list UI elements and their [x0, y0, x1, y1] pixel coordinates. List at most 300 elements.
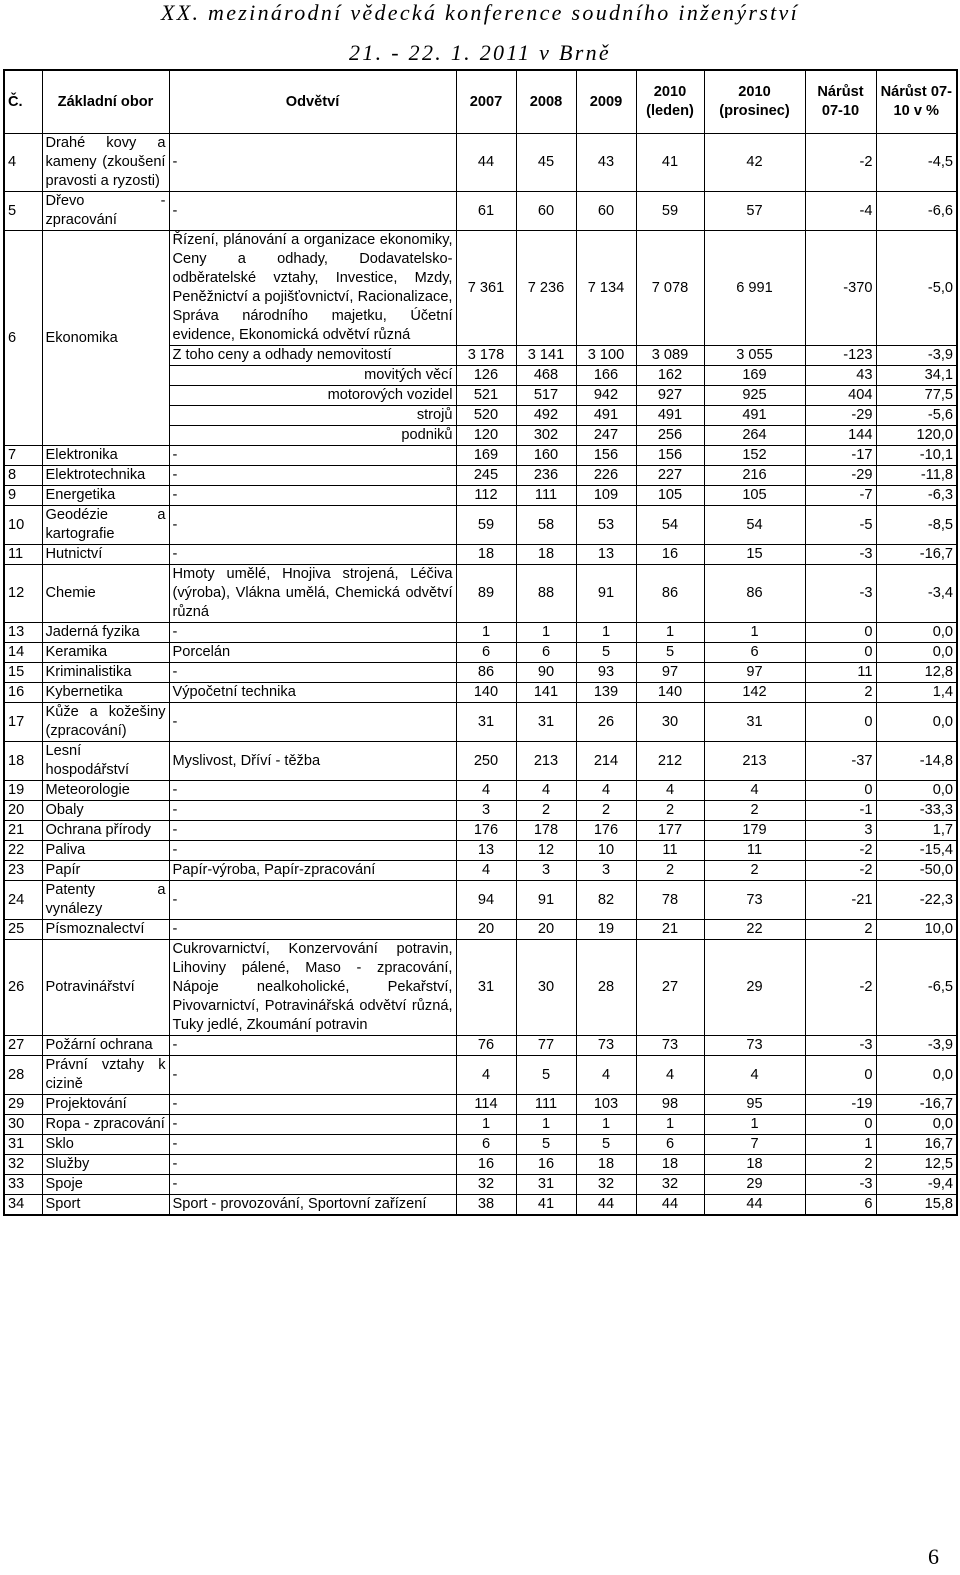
- field-name: Patenty a vynálezy: [42, 881, 169, 920]
- value-cell: 177: [636, 821, 704, 841]
- value-cell: 103: [576, 1095, 636, 1115]
- field-name: Kybernetika: [42, 683, 169, 703]
- row-number: 29: [4, 1095, 42, 1115]
- value-cell: 520: [456, 406, 516, 426]
- column-header: Č.: [4, 70, 42, 134]
- value-cell: -16,7: [876, 1095, 957, 1115]
- value-cell: 57: [704, 192, 805, 231]
- value-cell: -4,5: [876, 134, 957, 192]
- table-row: [4, 683, 957, 703]
- value-cell: 0,0: [876, 643, 957, 663]
- value-cell: 12: [516, 841, 576, 861]
- value-cell: 1: [704, 623, 805, 643]
- value-cell: 7 361: [456, 231, 516, 346]
- value-cell: 7 078: [636, 231, 704, 346]
- field-name: Ochrana přírody: [42, 821, 169, 841]
- sector-name: -: [169, 134, 456, 192]
- table-row: [4, 1036, 957, 1056]
- value-cell: 140: [456, 683, 516, 703]
- value-cell: -15,4: [876, 841, 957, 861]
- value-cell: 942: [576, 386, 636, 406]
- value-cell: 54: [636, 506, 704, 545]
- value-cell: 152: [704, 446, 805, 466]
- table-row: [4, 1155, 957, 1175]
- row-number: 22: [4, 841, 42, 861]
- table-row: [4, 920, 957, 940]
- value-cell: 2: [704, 861, 805, 881]
- value-cell: 216: [704, 466, 805, 486]
- value-cell: 213: [704, 742, 805, 781]
- table-row: [4, 192, 957, 231]
- field-name: Papír: [42, 861, 169, 881]
- value-cell: 1: [456, 1115, 516, 1135]
- sector-name: -: [169, 192, 456, 231]
- value-cell: 31: [516, 703, 576, 742]
- value-cell: 16,7: [876, 1135, 957, 1155]
- value-cell: -3,4: [876, 565, 957, 623]
- sector-name: -: [169, 466, 456, 486]
- sector-name: -: [169, 821, 456, 841]
- sector-name: Cukrovarnictví, Konzervování potravin, Lihoviny pálené, Maso - zpracování, Nápoje nealkoholické, Pekařství, Pivovarnictví, Potravinářská odvětví různá, Tuky jedlé, Zkoumání potravin: [169, 940, 456, 1036]
- value-cell: 178: [516, 821, 576, 841]
- value-cell: 31: [704, 703, 805, 742]
- value-cell: 45: [516, 134, 576, 192]
- value-cell: 54: [704, 506, 805, 545]
- sector-name: -: [169, 1095, 456, 1115]
- value-cell: 91: [576, 565, 636, 623]
- value-cell: 22: [704, 920, 805, 940]
- value-cell: 1: [636, 623, 704, 643]
- value-cell: -2: [805, 134, 876, 192]
- value-cell: 82: [576, 881, 636, 920]
- field-name: Právní vztahy k cizině: [42, 1056, 169, 1095]
- row-number: 7: [4, 446, 42, 466]
- value-cell: 491: [704, 406, 805, 426]
- value-cell: 0,0: [876, 1056, 957, 1095]
- row-number: 11: [4, 545, 42, 565]
- value-cell: 76: [456, 1036, 516, 1056]
- value-cell: 41: [516, 1195, 576, 1216]
- value-cell: 925: [704, 386, 805, 406]
- value-cell: 18: [636, 1155, 704, 1175]
- row-number: 6: [4, 231, 42, 446]
- value-cell: 927: [636, 386, 704, 406]
- value-cell: 6: [516, 643, 576, 663]
- row-number: 9: [4, 486, 42, 506]
- row-number: 10: [4, 506, 42, 545]
- value-cell: 160: [516, 446, 576, 466]
- value-cell: 2: [576, 801, 636, 821]
- value-cell: 236: [516, 466, 576, 486]
- value-cell: 31: [516, 1175, 576, 1195]
- value-cell: 1: [636, 1115, 704, 1135]
- value-cell: 61: [456, 192, 516, 231]
- table-row: [4, 821, 957, 841]
- table-row: [4, 861, 957, 881]
- sector-name: -: [169, 1135, 456, 1155]
- row-number: 8: [4, 466, 42, 486]
- sector-name: -: [169, 801, 456, 821]
- value-cell: 6: [704, 643, 805, 663]
- value-cell: 250: [456, 742, 516, 781]
- value-cell: 11: [636, 841, 704, 861]
- value-cell: -11,8: [876, 466, 957, 486]
- value-cell: 15,8: [876, 1195, 957, 1216]
- value-cell: 38: [456, 1195, 516, 1216]
- value-cell: 166: [576, 366, 636, 386]
- value-cell: 18: [704, 1155, 805, 1175]
- value-cell: 97: [636, 663, 704, 683]
- sector-name: Výpočetní technika: [169, 683, 456, 703]
- value-cell: 111: [516, 1095, 576, 1115]
- value-cell: 0,0: [876, 1115, 957, 1135]
- field-name: Ropa - zpracování: [42, 1115, 169, 1135]
- row-number: 30: [4, 1115, 42, 1135]
- value-cell: 97: [704, 663, 805, 683]
- row-number: 24: [4, 881, 42, 920]
- row-number: 32: [4, 1155, 42, 1175]
- field-name: Energetika: [42, 486, 169, 506]
- row-number: 20: [4, 801, 42, 821]
- value-cell: -29: [805, 466, 876, 486]
- row-number: 16: [4, 683, 42, 703]
- field-name: Chemie: [42, 565, 169, 623]
- field-name: Dřevo - zpracování: [42, 192, 169, 231]
- value-cell: -6,3: [876, 486, 957, 506]
- field-name: Meteorologie: [42, 781, 169, 801]
- value-cell: 59: [456, 506, 516, 545]
- value-cell: 226: [576, 466, 636, 486]
- value-cell: 98: [636, 1095, 704, 1115]
- value-cell: 43: [805, 366, 876, 386]
- value-cell: -123: [805, 346, 876, 366]
- value-cell: 6 991: [704, 231, 805, 346]
- value-cell: 30: [516, 940, 576, 1036]
- value-cell: -8,5: [876, 506, 957, 545]
- value-cell: 141: [516, 683, 576, 703]
- value-cell: 112: [456, 486, 516, 506]
- value-cell: 86: [456, 663, 516, 683]
- value-cell: 58: [516, 506, 576, 545]
- row-number: 28: [4, 1056, 42, 1095]
- row-number: 21: [4, 821, 42, 841]
- value-cell: -1: [805, 801, 876, 821]
- table-row: [4, 1195, 957, 1216]
- value-cell: -21: [805, 881, 876, 920]
- value-cell: 3 089: [636, 346, 704, 366]
- value-cell: 468: [516, 366, 576, 386]
- value-cell: 95: [704, 1095, 805, 1115]
- value-cell: 42: [704, 134, 805, 192]
- value-cell: 111: [516, 486, 576, 506]
- value-cell: 18: [516, 545, 576, 565]
- value-cell: -33,3: [876, 801, 957, 821]
- row-number: 15: [4, 663, 42, 683]
- value-cell: 29: [704, 1175, 805, 1195]
- value-cell: 179: [704, 821, 805, 841]
- value-cell: 0: [805, 1056, 876, 1095]
- value-cell: 59: [636, 192, 704, 231]
- value-cell: -3: [805, 1036, 876, 1056]
- value-cell: 73: [704, 881, 805, 920]
- table-header-row: [4, 70, 957, 134]
- value-cell: 11: [704, 841, 805, 861]
- value-cell: 4: [576, 781, 636, 801]
- value-cell: 32: [636, 1175, 704, 1195]
- value-cell: 142: [704, 683, 805, 703]
- value-cell: 1,4: [876, 683, 957, 703]
- value-cell: 176: [456, 821, 516, 841]
- value-cell: 77,5: [876, 386, 957, 406]
- row-number: 26: [4, 940, 42, 1036]
- value-cell: 3 141: [516, 346, 576, 366]
- value-cell: 60: [576, 192, 636, 231]
- value-cell: 2: [636, 861, 704, 881]
- value-cell: 491: [576, 406, 636, 426]
- field-name: Elektronika: [42, 446, 169, 466]
- value-cell: 93: [576, 663, 636, 683]
- row-number: 17: [4, 703, 42, 742]
- value-cell: -19: [805, 1095, 876, 1115]
- value-cell: 7 236: [516, 231, 576, 346]
- value-cell: -5: [805, 506, 876, 545]
- value-cell: 18: [456, 545, 516, 565]
- value-cell: 6: [636, 1135, 704, 1155]
- sector-name: Hmoty umělé, Hnojiva strojená, Léčiva (výroba), Vlákna umělá, Chemická odvětví různá: [169, 565, 456, 623]
- sector-name: podniků: [169, 426, 456, 446]
- value-cell: 0: [805, 781, 876, 801]
- value-cell: 7: [704, 1135, 805, 1155]
- value-cell: 517: [516, 386, 576, 406]
- row-number: 12: [4, 565, 42, 623]
- field-name: Elektrotechnika: [42, 466, 169, 486]
- value-cell: 227: [636, 466, 704, 486]
- value-cell: 109: [576, 486, 636, 506]
- value-cell: 44: [704, 1195, 805, 1216]
- field-name: Požární ochrana: [42, 1036, 169, 1056]
- value-cell: 256: [636, 426, 704, 446]
- value-cell: 0,0: [876, 703, 957, 742]
- column-header: 2010 (leden): [636, 70, 704, 134]
- value-cell: 32: [456, 1175, 516, 1195]
- conference-dates: 21. - 22. 1. 2011 v Brně: [349, 40, 611, 65]
- value-cell: -29: [805, 406, 876, 426]
- value-cell: 4: [456, 1056, 516, 1095]
- value-cell: 3 100: [576, 346, 636, 366]
- value-cell: 3 178: [456, 346, 516, 366]
- sector-name: Řízení, plánování a organizace ekonomiky, Ceny a odhady, Dodavatelsko-odběratelské vztahy, Investice, Mzdy, Peněžnictví a pojišťovnictví, Racionalizace, Správa národního majetku, Účetní evidence, Ekonomická odvětví různá: [169, 231, 456, 346]
- sector-name: -: [169, 920, 456, 940]
- value-cell: 126: [456, 366, 516, 386]
- column-header: Nárůst 07-10 v %: [876, 70, 957, 134]
- value-cell: 4: [456, 861, 516, 881]
- value-cell: 4: [704, 1056, 805, 1095]
- value-cell: 0,0: [876, 623, 957, 643]
- value-cell: 4: [636, 1056, 704, 1095]
- row-number: 23: [4, 861, 42, 881]
- table-row: [4, 506, 957, 545]
- sector-name: -: [169, 1036, 456, 1056]
- value-cell: 27: [636, 940, 704, 1036]
- value-cell: 1: [516, 623, 576, 643]
- value-cell: 32: [576, 1175, 636, 1195]
- sector-name: -: [169, 545, 456, 565]
- field-name: Ekonomika: [42, 231, 169, 446]
- value-cell: -50,0: [876, 861, 957, 881]
- value-cell: 5: [516, 1056, 576, 1095]
- field-name: Drahé kovy a kameny (zkoušení pravosti a ryzosti): [42, 134, 169, 192]
- value-cell: 0: [805, 623, 876, 643]
- table-row: [4, 940, 957, 1036]
- value-cell: 247: [576, 426, 636, 446]
- value-cell: 105: [704, 486, 805, 506]
- field-name: Hutnictví: [42, 545, 169, 565]
- row-number: 13: [4, 623, 42, 643]
- table-row: [4, 781, 957, 801]
- sector-name: -: [169, 446, 456, 466]
- sector-name: Z toho ceny a odhady nemovitostí: [169, 346, 456, 366]
- value-cell: 212: [636, 742, 704, 781]
- value-cell: 144: [805, 426, 876, 446]
- sector-name: movitých věcí: [169, 366, 456, 386]
- table-row: [4, 643, 957, 663]
- value-cell: 2: [636, 801, 704, 821]
- value-cell: -7: [805, 486, 876, 506]
- field-name: Spoje: [42, 1175, 169, 1195]
- value-cell: 2: [805, 920, 876, 940]
- value-cell: 1: [516, 1115, 576, 1135]
- value-cell: -3: [805, 565, 876, 623]
- value-cell: 12,5: [876, 1155, 957, 1175]
- table-row: [4, 565, 957, 623]
- field-name: Písmoznalectví: [42, 920, 169, 940]
- sector-name: -: [169, 841, 456, 861]
- value-cell: 5: [636, 643, 704, 663]
- value-cell: 16: [456, 1155, 516, 1175]
- sector-name: -: [169, 1155, 456, 1175]
- row-number: 14: [4, 643, 42, 663]
- value-cell: 6: [456, 643, 516, 663]
- value-cell: 43: [576, 134, 636, 192]
- value-cell: 114: [456, 1095, 516, 1115]
- conference-title: XX. mezinárodní vědecká konference soudního inženýrství: [160, 0, 800, 25]
- value-cell: 18: [576, 1155, 636, 1175]
- value-cell: 162: [636, 366, 704, 386]
- value-cell: 20: [516, 920, 576, 940]
- value-cell: 521: [456, 386, 516, 406]
- field-name: Sklo: [42, 1135, 169, 1155]
- value-cell: 4: [636, 781, 704, 801]
- value-cell: -3,9: [876, 346, 957, 366]
- value-cell: 3 055: [704, 346, 805, 366]
- value-cell: 492: [516, 406, 576, 426]
- field-name: Služby: [42, 1155, 169, 1175]
- value-cell: -17: [805, 446, 876, 466]
- value-cell: 28: [576, 940, 636, 1036]
- value-cell: 0: [805, 643, 876, 663]
- value-cell: 0,0: [876, 781, 957, 801]
- table-row: [4, 623, 957, 643]
- table-row: [4, 663, 957, 683]
- value-cell: -3: [805, 1175, 876, 1195]
- value-cell: 4: [704, 781, 805, 801]
- sector-name: -: [169, 703, 456, 742]
- value-cell: -3: [805, 545, 876, 565]
- value-cell: 214: [576, 742, 636, 781]
- sector-name: -: [169, 623, 456, 643]
- value-cell: 1,7: [876, 821, 957, 841]
- column-header: 2009: [576, 70, 636, 134]
- value-cell: 4: [456, 781, 516, 801]
- value-cell: 31: [456, 940, 516, 1036]
- value-cell: 21: [636, 920, 704, 940]
- value-cell: -22,3: [876, 881, 957, 920]
- value-cell: -5,6: [876, 406, 957, 426]
- value-cell: 140: [636, 683, 704, 703]
- value-cell: -2: [805, 861, 876, 881]
- value-cell: 120,0: [876, 426, 957, 446]
- value-cell: 1: [704, 1115, 805, 1135]
- value-cell: 90: [516, 663, 576, 683]
- statistics-table: [3, 69, 958, 1216]
- value-cell: 2: [516, 801, 576, 821]
- value-cell: 156: [576, 446, 636, 466]
- value-cell: -9,4: [876, 1175, 957, 1195]
- value-cell: 6: [456, 1135, 516, 1155]
- value-cell: 12,8: [876, 663, 957, 683]
- sector-name: -: [169, 663, 456, 683]
- value-cell: 89: [456, 565, 516, 623]
- value-cell: 86: [704, 565, 805, 623]
- value-cell: 2: [805, 1155, 876, 1175]
- table-row: [4, 545, 957, 565]
- value-cell: 6: [805, 1195, 876, 1216]
- row-number: 25: [4, 920, 42, 940]
- table-row: [4, 231, 957, 346]
- value-cell: 213: [516, 742, 576, 781]
- value-cell: 44: [576, 1195, 636, 1216]
- value-cell: 10,0: [876, 920, 957, 940]
- column-header: Základní obor: [42, 70, 169, 134]
- value-cell: 73: [576, 1036, 636, 1056]
- value-cell: 73: [636, 1036, 704, 1056]
- value-cell: 176: [576, 821, 636, 841]
- value-cell: 1: [456, 623, 516, 643]
- value-cell: 4: [576, 1056, 636, 1095]
- value-cell: -4: [805, 192, 876, 231]
- field-name: Potravinářství: [42, 940, 169, 1036]
- value-cell: 1: [576, 1115, 636, 1135]
- value-cell: 77: [516, 1036, 576, 1056]
- value-cell: 3: [576, 861, 636, 881]
- column-header: Odvětví: [169, 70, 456, 134]
- field-name: Geodézie a kartografie: [42, 506, 169, 545]
- table-row: [4, 703, 957, 742]
- sector-name: Papír-výroba, Papír-zpracování: [169, 861, 456, 881]
- value-cell: 16: [636, 545, 704, 565]
- value-cell: 26: [576, 703, 636, 742]
- value-cell: 1: [805, 1135, 876, 1155]
- table-row: [4, 466, 957, 486]
- value-cell: -2: [805, 841, 876, 861]
- value-cell: 2: [805, 683, 876, 703]
- sector-name: -: [169, 1175, 456, 1195]
- value-cell: 15: [704, 545, 805, 565]
- sector-name: strojů: [169, 406, 456, 426]
- table-row: [4, 486, 957, 506]
- value-cell: 139: [576, 683, 636, 703]
- field-name: Sport: [42, 1195, 169, 1216]
